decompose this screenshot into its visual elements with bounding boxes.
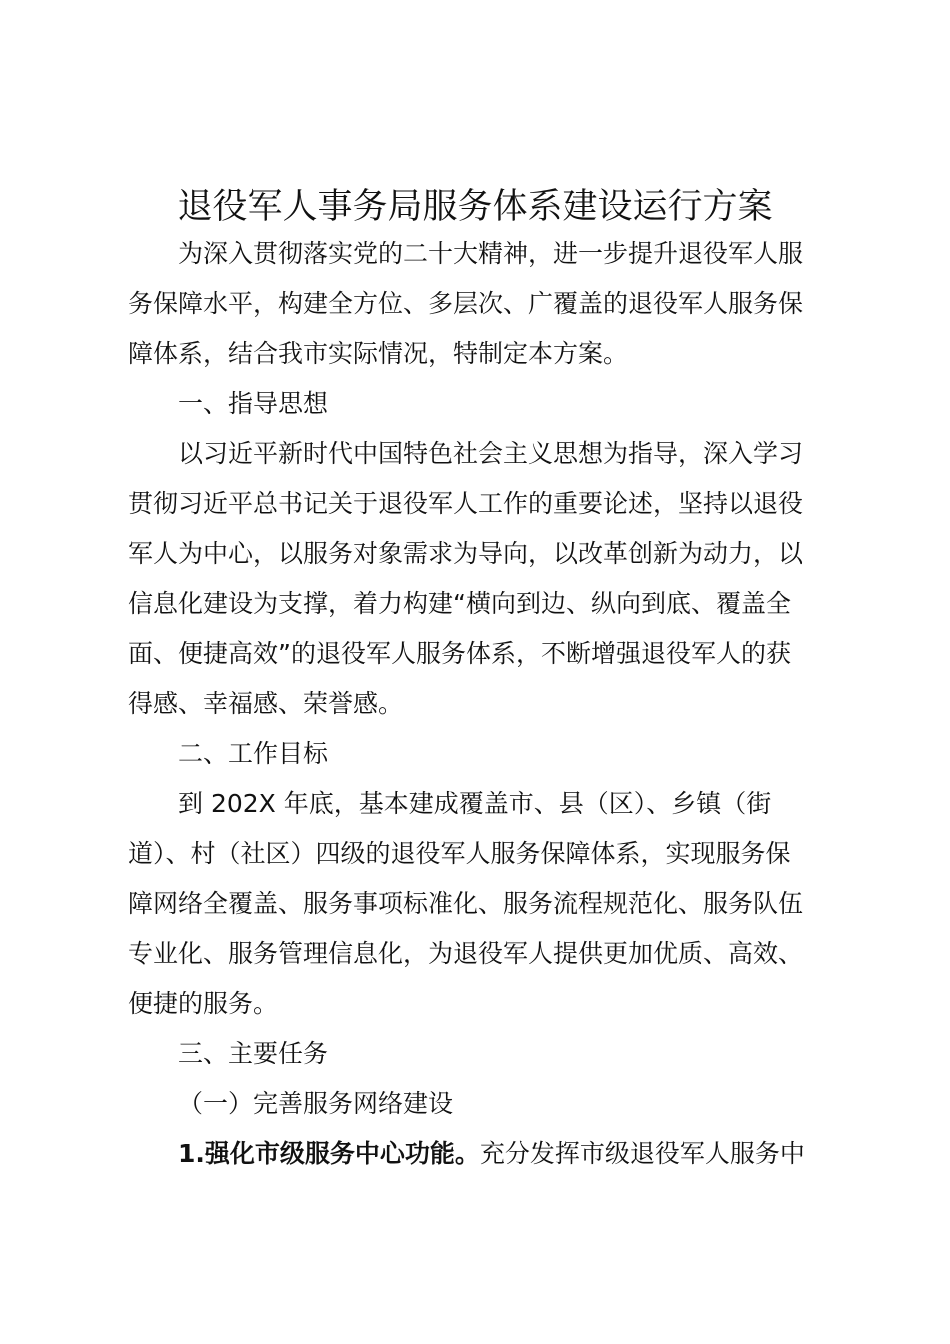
section2-line-1: 到 202X 年底，基本建成覆盖市、县（区）、乡镇（街 <box>178 789 772 818</box>
intro-line-3: 障体系，结合我市实际情况，特制定本方案。 <box>128 339 629 368</box>
section3-subheading-1: （一）完善服务网络建设 <box>178 1089 454 1118</box>
section1-line-2: 贯彻习近平总书记关于退役军人工作的重要论述，坚持以退役 <box>128 489 804 518</box>
section1-line-4: 信息化建设为支撑，着力构建“横向到边、纵向到底、覆盖全 <box>128 589 791 618</box>
section2-heading: 二、工作目标 <box>178 739 329 768</box>
section3-heading: 三、主要任务 <box>178 1039 329 1068</box>
section1-heading: 一、指导思想 <box>178 389 329 418</box>
section2-line-5: 便捷的服务。 <box>128 989 279 1018</box>
document-title: 退役军人事务局服务体系建设运行方案 <box>177 187 773 227</box>
section1-line-5: 面、便捷高效”的退役军人服务体系，不断增强退役军人的获 <box>128 639 791 668</box>
item1-bold-lead: 1.强化市级服务中心功能。 <box>178 1139 480 1168</box>
intro-line-2: 务保障水平，构建全方位、多层次、广覆盖的退役军人服务保 <box>128 289 804 318</box>
section2-line-3: 障网络全覆盖、服务事项标准化、服务流程规范化、服务队伍 <box>128 889 804 918</box>
section2-line-2: 道）、村（社区）四级的退役军人服务保障体系，实现服务保 <box>128 839 791 868</box>
section1-line-3: 军人为中心，以服务对象需求为导向，以改革创新为动力，以 <box>128 539 804 568</box>
item1-text: 充分发挥市级退役军人服务中 <box>479 1139 805 1168</box>
section1-line-6: 得感、幸福感、荣誉感。 <box>128 689 404 718</box>
intro-line-1: 为深入贯彻落实党的二十大精神，进一步提升退役军人服 <box>178 239 804 268</box>
section1-line-1: 以习近平新时代中国特色社会主义思想为指导，深入学习 <box>178 439 804 468</box>
section2-line-4: 专业化、服务管理信息化，为退役军人提供更加优质、高效、 <box>128 939 804 968</box>
section3-item-1 <box>178 1132 805 1176</box>
